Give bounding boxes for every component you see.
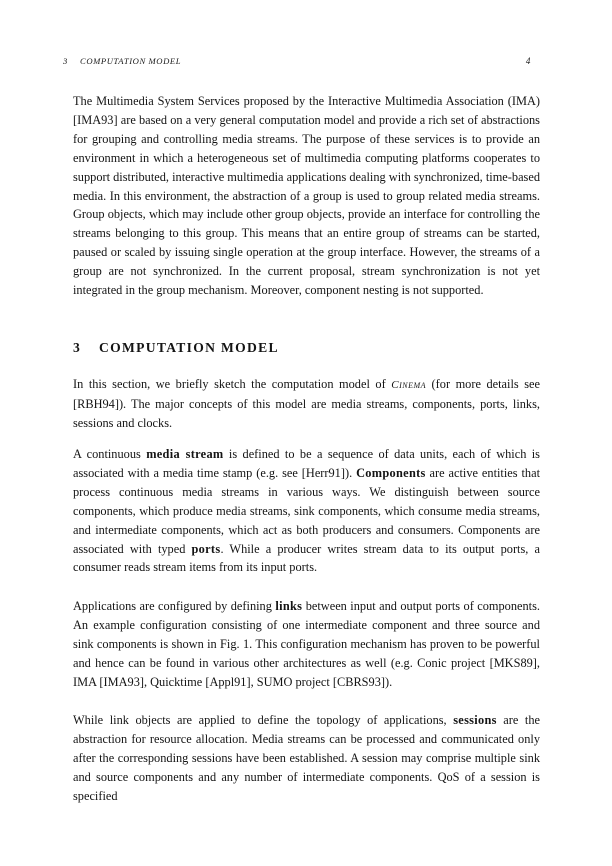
- intro-paragraph: The Multimedia System Services proposed by the Interactive Multimedia Association (IMA) [IMA93] are based on a very general computation model and provide a rich set of abstractions for grouping and controlling media streams. The purpose of these services is to provide an environment in which a heterogeneous set of multimedia computing platforms cooperates to support distributed, interactive multimedia applications dealing with synchronized, time-based media. In this environment, the abstraction of a group is used to group related media streams. Group objects, which may include other group objects, provide an interface for controlling the streams belonging to this group. This means that an entire group of streams can be started, paused or scaled by issuing single operation at the group interface. However, the streams of a group are not synchronized. In the current proposal, stream synchronization is not yet integrated in the group mechanism. Moreover, component nesting is not supported.: [73, 94, 540, 298]
- text-run: (for more details see [RBH94]). The major concepts of this model are media streams, components, ports, links, sessions and clocks.: [73, 377, 540, 430]
- section-title: COMPUTATION MODEL: [99, 340, 279, 355]
- paragraph-sessions: [73, 711, 540, 806]
- running-header-section-number: 3: [63, 56, 68, 66]
- term-sessions: sessions: [453, 713, 497, 727]
- term-media-stream: media stream: [146, 447, 224, 461]
- running-header: [63, 56, 540, 70]
- text-run: In this section, we briefly sketch the computation model of: [73, 377, 392, 391]
- text-run: . While a producer writes stream data to its output ports, a consumer reads stream items from its input ports.: [73, 541, 540, 575]
- section-heading: [73, 340, 279, 356]
- running-header-title: COMPUTATION MODEL: [80, 56, 182, 66]
- term-components: Components: [356, 465, 426, 480]
- term-links: links: [275, 599, 303, 613]
- term-ports: ports: [191, 541, 221, 556]
- text-run: are active entities that process continuous media streams in various ways. We distinguish between source components, which produce media streams, sink components, which consume media streams, and intermediate components, which act as both producers and consumers. Components are associated with typed: [73, 465, 541, 556]
- section-number: 3: [73, 340, 82, 355]
- paragraph-links: [73, 597, 540, 692]
- text-run: are the abstraction for resource allocation. Media streams can be processed and communicated only after the corresponding sessions have been established. A session may comprise multiple sink and source components and any number of intermediate components. QoS of a session is specified: [73, 713, 540, 803]
- paragraph-media-streams-components: [73, 445, 540, 577]
- text-run: between input and output ports of components. An example configuration consisting of one intermediate component and three source and sink components is shown in Fig. 1. This configuration mechanism has proven to be powerful and hence can be found in various other architectures as well (e.g. Conic project [MKS89], IMA [IMA93], Quicktime [Appl91], SUMO project [CBRS93]).: [73, 599, 540, 689]
- text-run: While link objects are applied to define the topology of applications,: [73, 713, 454, 727]
- paragraph-overview: [73, 375, 540, 433]
- text-run: Applications are configured by defining: [73, 599, 276, 613]
- text-run: is defined to be a sequence of data units, each of which is associated with a media time stamp (e.g. see [Herr91]).: [73, 447, 540, 480]
- system-name-cinema: Cinema: [391, 379, 427, 391]
- text-run: A continuous: [73, 447, 147, 461]
- page-number: 4: [525, 56, 531, 66]
